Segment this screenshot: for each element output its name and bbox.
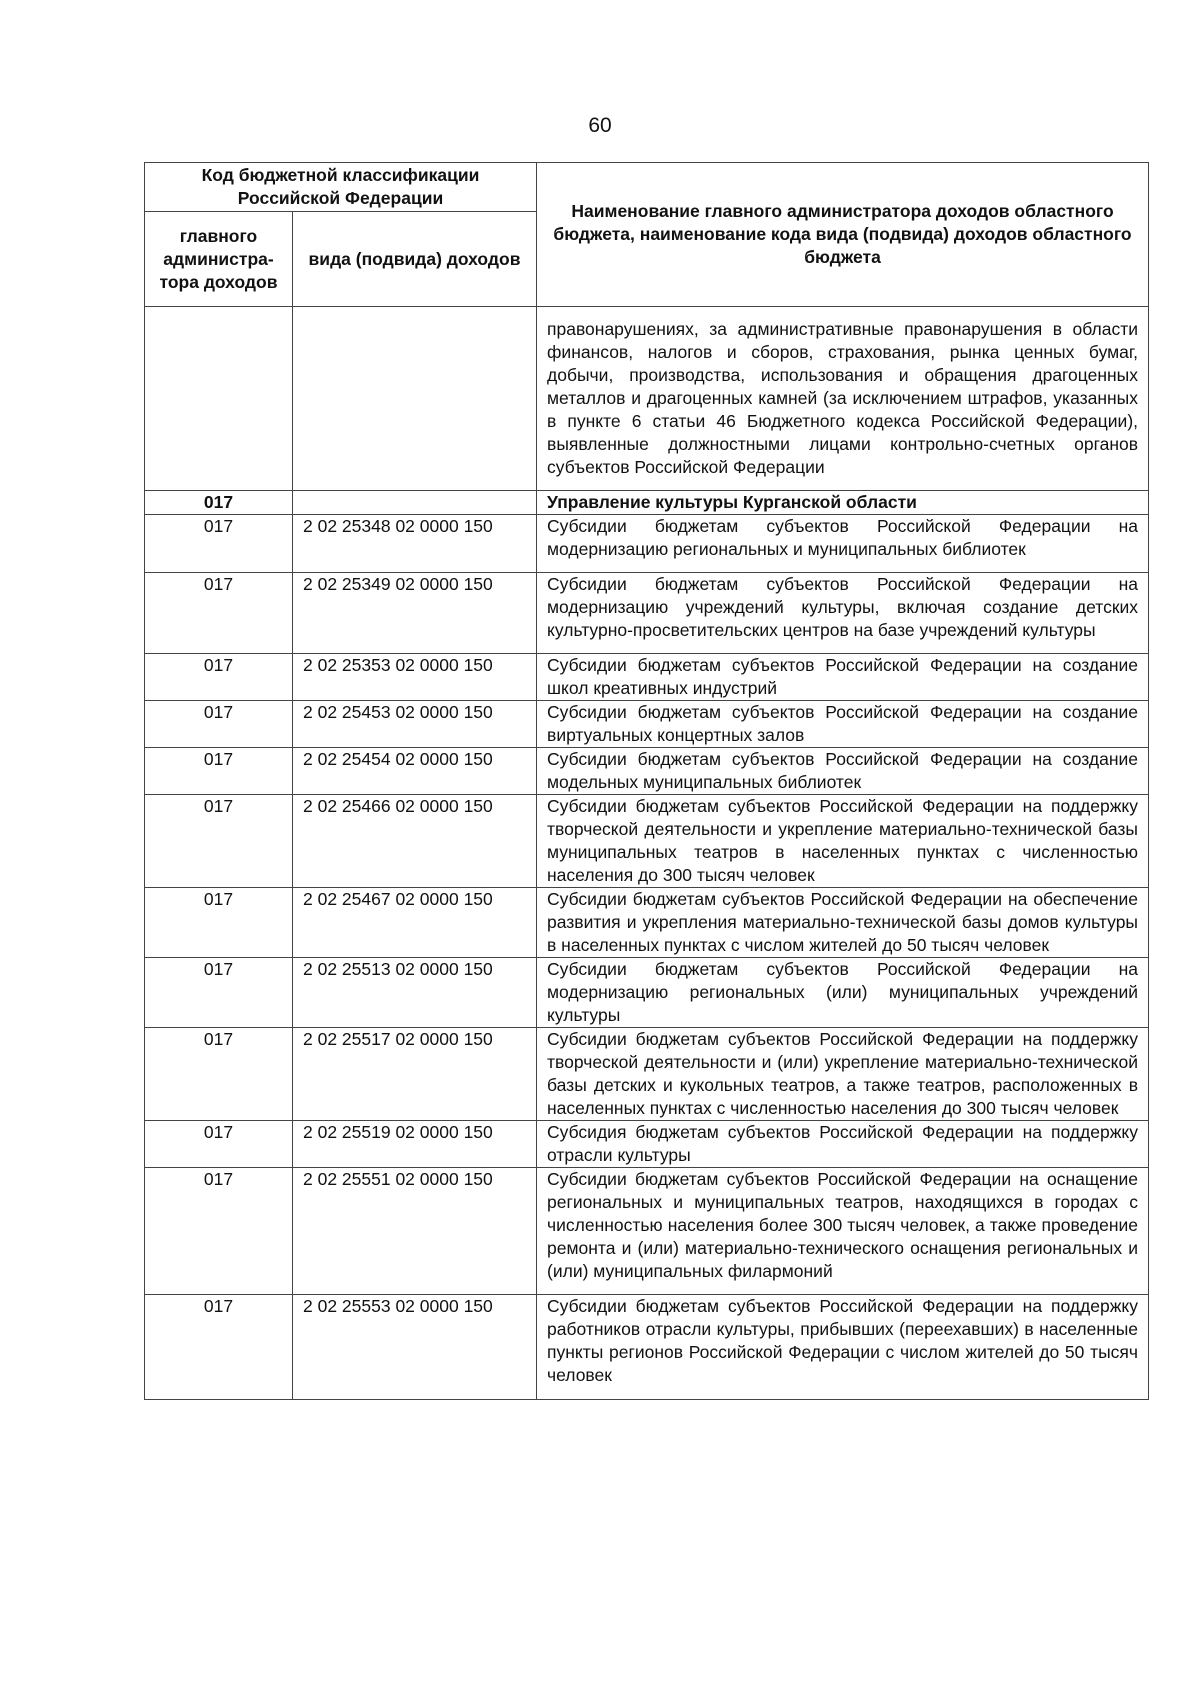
header-code-column: вида (подвида) доходов (293, 212, 537, 307)
table-row: 017 2 02 25349 02 0000 150 Субсидии бюджетам субъектов Российской Федерации на модернизацию учреждений культуры, включая создание детских культурно-просветительских центров на базе учреждений культуры (145, 573, 1149, 654)
section-row (145, 491, 1149, 515)
header-admin-column: главного администра-тора доходов (145, 212, 293, 307)
table-row: 017 2 02 25513 02 0000 150 Субсидии бюджетам субъектов Российской Федерации на модернизацию региональных (или) муниципальных учреждений культуры (145, 958, 1149, 1028)
continuation-text: правонарушениях, за административные правонарушения в области финансов, налогов и сборов, страхования, рынка ценных бумаг, добычи, производства, использования и обращения драгоценных металлов и драгоценных камней (за исключением штрафов, указанных в пункте 6 статьи 46 Бюджетного кодекса Российской Федерации), выявленные должностными лицами контрольно-счетных органов субъектов Российской Федерации (537, 307, 1149, 491)
table-row: 017 2 02 25353 02 0000 150 Субсидии бюджетам субъектов Российской Федерации на создание школ креативных индустрий (145, 654, 1149, 701)
continuation-row (145, 307, 1149, 491)
section-admin-code: 017 (145, 491, 293, 515)
table-row: 017 2 02 25453 02 0000 150 Субсидии бюджетам субъектов Российской Федерации на создание виртуальных концертных залов (145, 701, 1149, 748)
table-row: 017 2 02 25454 02 0000 150 Субсидии бюджетам субъектов Российской Федерации на создание модельных муниципальных библиотек (145, 748, 1149, 795)
section-title: Управление культуры Курганской области (537, 491, 1149, 515)
header-name-column: Наименование главного администратора доходов областного бюджета, наименование кода вида (подвида) доходов областного бюджета (537, 163, 1149, 307)
table-row: 017 2 02 25551 02 0000 150 Субсидии бюджетам субъектов Российской Федерации на оснащение региональных и муниципальных театров, находящихся в городах с численностью населения более 300 тысяч человек, а также проведение ремонта и (или) материально-технического оснащения региональных и (или) муниципальных филармоний (145, 1168, 1149, 1295)
table-row: 017 2 02 25519 02 0000 150 Субсидия бюджетам субъектов Российской Федерации на поддержку отрасли культуры (145, 1121, 1149, 1168)
page-number: 60 (588, 114, 612, 137)
header-group-title: Код бюджетной классификации Российской Федерации (145, 163, 537, 212)
budget-classification-table (144, 162, 1149, 1400)
table-row: 017 2 02 25553 02 0000 150 Субсидии бюджетам субъектов Российской Федерации на поддержку работников отрасли культуры, прибывших (переехавших) в населенные пункты регионов Российской Федерации с числом жителей до 50 тысяч человек (145, 1295, 1149, 1400)
header-row-1 (145, 163, 1149, 212)
table-row: 017 2 02 25517 02 0000 150 Субсидии бюджетам субъектов Российской Федерации на поддержку творческой деятельности и (или) укрепление материально-технической базы детских и кукольных театров, а также театров, расположенных в населенных пунктах с численностью населения до 300 тысяч человек (145, 1028, 1149, 1121)
table-row: 017 2 02 25467 02 0000 150 Субсидии бюджетам субъектов Российской Федерации на обеспечение развития и укрепления материально-технической базы домов культуры в населенных пунктах с числом жителей до 50 тысяч человек (145, 888, 1149, 958)
table-row: 017 2 02 25466 02 0000 150 Субсидии бюджетам субъектов Российской Федерации на поддержку творческой деятельности и укрепление материально-технической базы муниципальных театров в населенных пунктах с численностью населения до 300 тысяч человек (145, 795, 1149, 888)
table-row: 017 2 02 25348 02 0000 150 Субсидии бюджетам субъектов Российской Федерации на модернизацию региональных и муниципальных библиотек (145, 515, 1149, 573)
